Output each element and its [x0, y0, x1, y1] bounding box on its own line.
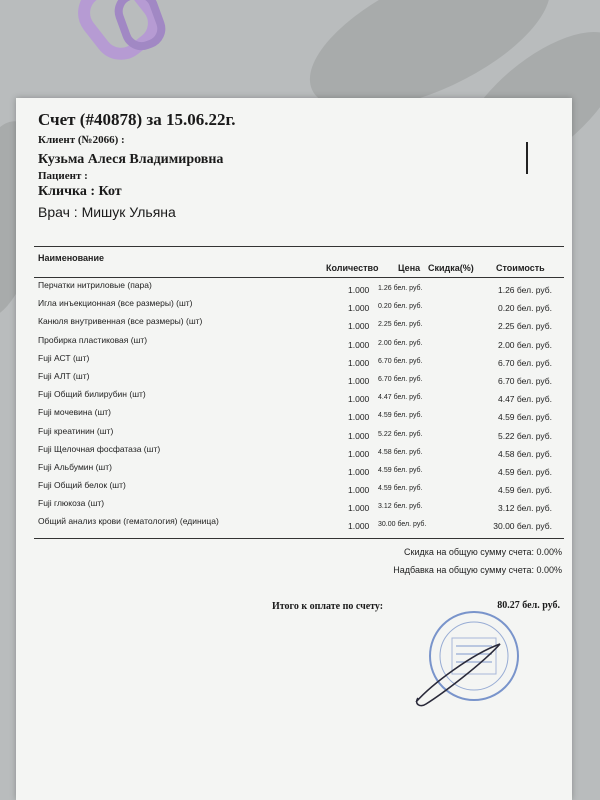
- table-row: [34, 516, 564, 534]
- item-name: Fuji АЛТ (шт): [38, 370, 90, 381]
- item-cost: 30.00 бел. руб.: [493, 521, 552, 532]
- item-cost: 0.20 бел. руб.: [497, 303, 552, 314]
- stamp-image: [412, 604, 522, 714]
- item-cost: 4.58 бел. руб.: [497, 448, 552, 459]
- item-name: Игла инъекционная (все размеры) (шт): [38, 298, 193, 309]
- item-price: 6.70 бел. руб.: [378, 357, 423, 365]
- table-row: [34, 389, 564, 407]
- table-row: [34, 480, 564, 498]
- table-row: [34, 407, 564, 425]
- item-quantity: 1.000: [348, 485, 370, 496]
- item-name: Канюля внутривенная (все размеры) (шт): [38, 316, 203, 327]
- item-quantity: 1.000: [348, 448, 370, 459]
- table-row: [34, 316, 564, 334]
- table-row: [34, 462, 564, 480]
- item-name: Пробирка пластиковая (шт): [38, 334, 148, 345]
- invoice-title: Счет (#40878) за 15.06.22г.: [38, 110, 236, 129]
- item-name: Fuji Альбумин (шт): [38, 461, 112, 472]
- overall-markup: Надбавка на общую сумму счета: 0.00%: [393, 565, 562, 575]
- total-label: Итого к оплате по счету:: [272, 601, 384, 612]
- header-name: Наименование: [38, 253, 105, 263]
- item-name: Fuji креатинин (шт): [38, 425, 114, 436]
- table-row: [34, 444, 564, 462]
- item-price: 6.70 бел. руб.: [378, 375, 423, 383]
- item-cost: 4.59 бел. руб.: [497, 485, 552, 496]
- item-name: Fuji АСТ (шт): [38, 352, 90, 363]
- table-body: [34, 280, 564, 535]
- item-name: Fuji Общий белок (шт): [38, 480, 126, 491]
- pet-nickname: Кличка : Кот: [38, 184, 122, 199]
- item-price: 2.25 бел. руб.: [378, 321, 423, 329]
- item-price: 4.58 бел. руб.: [378, 448, 423, 456]
- item-name: Fuji мочевина (шт): [38, 407, 112, 418]
- item-quantity: 1.000: [348, 357, 370, 368]
- table-bottom-rule: [34, 538, 564, 539]
- item-quantity: 1.000: [348, 339, 370, 350]
- item-quantity: 1.000: [348, 285, 370, 295]
- item-cost: 4.47 бел. руб.: [497, 394, 552, 405]
- item-quantity: 1.000: [348, 303, 370, 314]
- header-quantity: Количество: [326, 263, 379, 273]
- item-price: 2.00 бел. руб.: [378, 339, 423, 347]
- item-quantity: 1.000: [348, 321, 370, 332]
- doctor-name: Врач : Мишук Ульяна: [38, 204, 176, 220]
- item-name: Fuji Щелочная фосфатаза (шт): [38, 443, 161, 454]
- header-price: Цена: [398, 263, 421, 273]
- item-price: 4.59 бел. руб.: [378, 466, 423, 474]
- item-name: Общий анализ крови (гематология) (единица): [38, 516, 219, 527]
- item-price: 0.20 бел. руб.: [378, 303, 423, 311]
- item-name: Fuji Общий билирубин (шт): [38, 389, 146, 400]
- item-price: 1.26 бел. руб.: [378, 285, 423, 292]
- pen-mark: [526, 142, 528, 174]
- item-cost: 3.12 бел. руб.: [497, 503, 552, 514]
- item-cost: 4.59 бел. руб.: [497, 466, 552, 477]
- client-label: Клиент (№2066) :: [38, 134, 125, 146]
- table-header: [34, 246, 564, 278]
- table-row: [34, 371, 564, 389]
- item-cost: 5.22 бел. руб.: [497, 430, 552, 441]
- item-quantity: 1.000: [348, 375, 370, 386]
- item-name: Fuji глюкоза (шт): [38, 498, 105, 509]
- table-row: [34, 353, 564, 371]
- table-row: [34, 298, 564, 316]
- item-cost: 2.00 бел. руб.: [497, 339, 552, 350]
- item-quantity: 1.000: [348, 466, 370, 477]
- item-cost: 6.70 бел. руб.: [497, 375, 552, 386]
- item-cost: 6.70 бел. руб.: [497, 357, 552, 368]
- total-value: 80.27 бел. руб.: [497, 600, 560, 611]
- table-row: [34, 426, 564, 444]
- item-quantity: 1.000: [348, 394, 370, 405]
- item-cost: 2.25 бел. руб.: [497, 321, 552, 332]
- item-price: 3.12 бел. руб.: [378, 503, 423, 511]
- item-cost: 4.59 бел. руб.: [497, 412, 552, 423]
- item-price: 30.00 бел. руб.: [378, 521, 427, 529]
- invoice-document: [16, 98, 572, 800]
- header-cost: Стоимость: [496, 263, 545, 273]
- item-price: 4.59 бел. руб.: [378, 412, 423, 420]
- item-quantity: 1.000: [348, 521, 370, 532]
- item-cost: 1.26 бел. руб.: [497, 285, 552, 295]
- patient-label: Пациент :: [38, 170, 88, 182]
- header-discount: Скидка(%): [428, 263, 474, 273]
- table-row: [34, 498, 564, 516]
- table-row: [34, 280, 564, 298]
- client-name: Кузьма Алеся Владимировна: [38, 152, 224, 167]
- item-name: Перчатки нитриловые (пара): [38, 280, 152, 290]
- item-price: 4.59 бел. руб.: [378, 485, 423, 493]
- item-price: 5.22 бел. руб.: [378, 430, 423, 438]
- item-quantity: 1.000: [348, 412, 370, 423]
- item-quantity: 1.000: [348, 430, 370, 441]
- item-quantity: 1.000: [348, 503, 370, 514]
- overall-discount: Скидка на общую сумму счета: 0.00%: [404, 547, 562, 557]
- item-price: 4.47 бел. руб.: [378, 394, 423, 402]
- table-row: [34, 335, 564, 353]
